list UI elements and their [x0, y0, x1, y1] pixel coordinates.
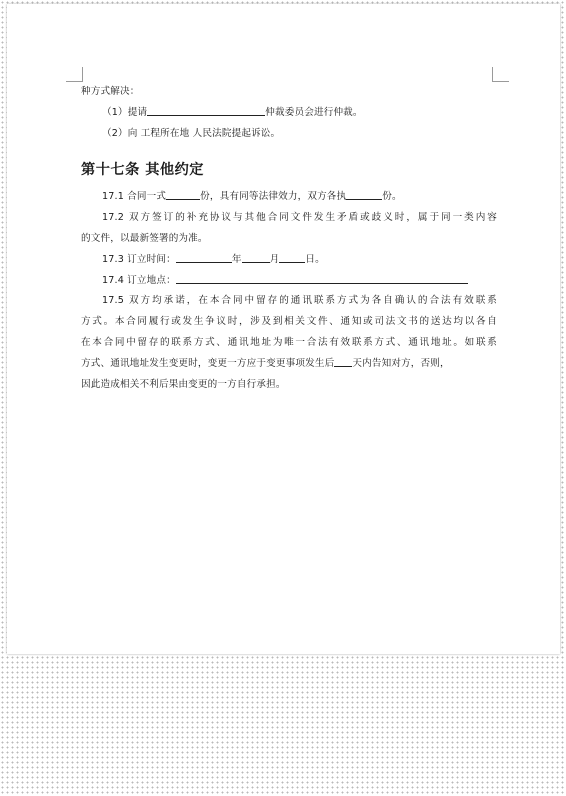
blank-copies-each[interactable]: [346, 189, 382, 200]
clause-17-2-line-1: 17.2 双方签订的补充协议与其他合同文件发生矛盾或歧义时，属于同一类内容: [102, 212, 497, 224]
clause-17-4: 17.4 订立地点：: [81, 271, 497, 292]
blank-day[interactable]: [279, 252, 305, 263]
clause-17-5-line-4: 方式、通讯地址发生变更时，变更一方应于变更事项发生后 天内告知对方，否则，: [81, 357, 450, 369]
clause-item-2: （2）向 工程所在地 人民法院提起诉讼。: [102, 127, 281, 139]
document-body: [81, 82, 497, 395]
blank-notice-days[interactable]: [334, 356, 352, 367]
blank-signing-place[interactable]: [176, 273, 468, 284]
blank-arbitration-committee[interactable]: [147, 105, 265, 116]
margin-corner-top-right: [492, 67, 509, 82]
document-page: [7, 4, 560, 654]
margin-corner-top-left: [66, 67, 83, 82]
clause-17-5-line-2: 方式。本合同履行或发生争议时，涉及到相关文件、通知或司法文书的送达均以各自: [81, 316, 497, 328]
section-heading: 第十七条 其他约定: [81, 162, 204, 179]
clause-17-3: 17.3 订立时间： 年 月 日。: [102, 253, 325, 265]
clause-17-5-line-3: 在本合同中留存的联系方式、通讯地址为唯一合法有效联系方式、通讯地址。如联系: [81, 336, 497, 348]
text-line: 种方式解决：: [81, 86, 140, 97]
clause-17-5-line-1: 17.5 双方均承诺，在本合同中留存的通讯联系方式为各自确认的合法有效联系: [102, 295, 497, 307]
clause-17-2-line-2: 的文件，以最新签署的为准。: [81, 232, 208, 244]
clause-item-1: （1）提请 仲裁委员会进行仲裁。: [102, 106, 363, 118]
blank-month[interactable]: [242, 252, 270, 263]
clause-17-5-line-5: 因此造成相关不利后果由变更的一方自行承担。: [81, 378, 286, 390]
blank-year[interactable]: [176, 252, 232, 263]
blank-copies-total[interactable]: [166, 189, 200, 200]
clause-17-1: 17.1 合同一式 份，具有同等法律效力，双方各执 份。: [102, 191, 402, 203]
